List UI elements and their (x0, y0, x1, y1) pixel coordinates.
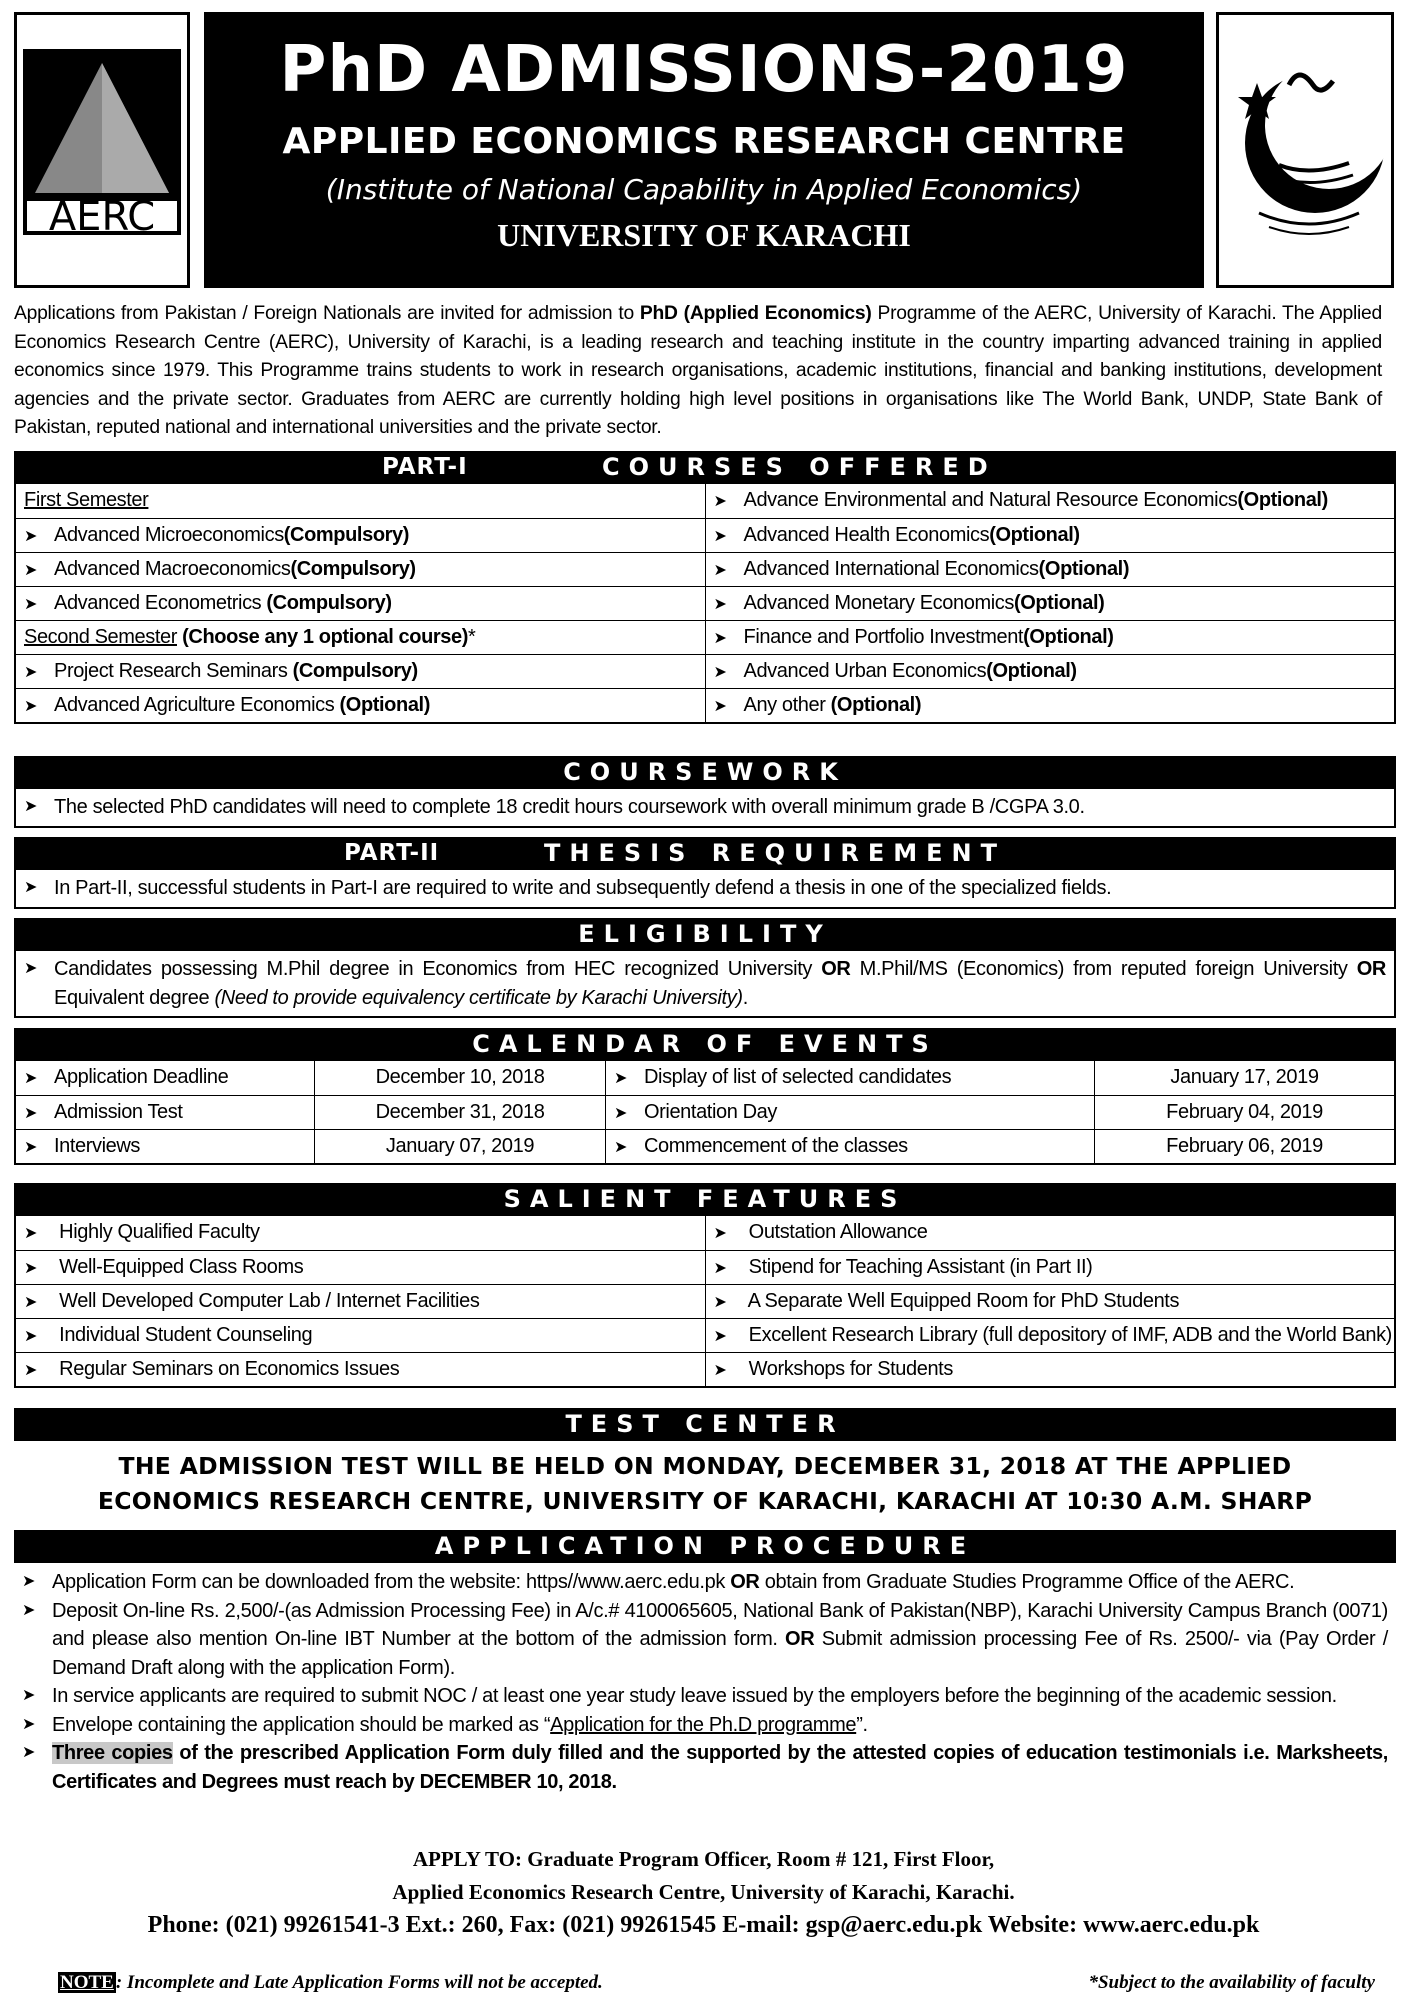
courses-title: COURSES OFFERED (602, 453, 997, 481)
event-date: January 17, 2019 (1094, 1061, 1394, 1095)
course-name: Advanced Health Economics (743, 524, 990, 546)
eligibility-header (14, 918, 1396, 951)
arrow-bullet-icon: ➤ (24, 879, 38, 896)
test-line-2: ECONOMICS RESEARCH CENTRE, UNIVERSITY OF KARACHI, KARACHI AT 10:30 A.M. SHARP (97, 1487, 1313, 1515)
feature-item: Stipend for Teaching Assistant (in Part II) (748, 1256, 1093, 1278)
arrow-bullet-icon: ➤ (614, 1139, 628, 1156)
course-name: Advanced Urban Economics (743, 660, 987, 682)
arrow-bullet-icon: ➤ (713, 1260, 727, 1277)
page-title: PhD ADMISSIONS-2019 (279, 33, 1129, 107)
list-item: ➤ Application Form can be downloaded from the website: https//www.aerc.edu.pk OR obtain from Graduate Studies Programme Office of the AERC. (22, 1568, 1388, 1597)
course-tag: (Compulsory) (290, 558, 416, 580)
table-row (16, 552, 1394, 586)
course-tag: (Optional) (339, 694, 430, 716)
intro-text-1: Applications from Pakistan / Foreign Nationals are invited for admission to (14, 303, 640, 324)
header (14, 12, 1394, 288)
table-row (16, 1061, 1394, 1095)
part-ii-label: PART-II (344, 840, 440, 866)
calendar-title: CALENDAR OF EVENTS (472, 1030, 938, 1058)
features-header (14, 1183, 1396, 1216)
arrow-bullet-icon: ➤ (24, 1139, 38, 1156)
asterisk: * (467, 626, 476, 648)
aerc-logo (14, 12, 190, 288)
event-date: December 10, 2018 (314, 1061, 605, 1095)
thesis-block (14, 870, 1396, 909)
arrow-bullet-icon: ➤ (22, 1573, 36, 1590)
event-name: Orientation Day (644, 1101, 777, 1123)
coursework-header (14, 756, 1396, 789)
coursework-block (14, 789, 1396, 828)
second-semester-note: (Choose any 1 optional course) (182, 626, 468, 648)
table-row (16, 1250, 1394, 1284)
course-name: Advanced International Economics (743, 558, 1039, 580)
table-row (16, 1352, 1394, 1386)
arrow-bullet-icon: ➤ (24, 528, 38, 545)
feature-item: Well-Equipped Class Rooms (59, 1256, 304, 1278)
test-center-header (14, 1408, 1396, 1441)
course-name: Advanced Monetary Economics (743, 592, 1014, 614)
arrow-bullet-icon: ➤ (24, 1105, 38, 1122)
course-tag: (Optional) (1237, 489, 1328, 511)
arrow-bullet-icon: ➤ (24, 960, 38, 977)
table-row (16, 688, 1394, 722)
note-text: : Incomplete and Late Application Forms will not be accepted. (115, 1972, 603, 1993)
contact-line: Phone: (021) 99261541-3 Ext.: 260, Fax: (021) 99261545 E-mail: gsp@aerc.edu.pk Website: www.aerc.edu.pk (147, 1912, 1260, 1938)
calendar-table (14, 1061, 1396, 1165)
university-name: UNIVERSITY OF KARACHI (497, 217, 911, 253)
course-tag: (Optional) (986, 660, 1077, 682)
thesis-title: THESIS REQUIREMENT (544, 839, 1007, 867)
arrow-bullet-icon: ➤ (24, 1294, 38, 1311)
arrow-bullet-icon: ➤ (22, 1744, 36, 1761)
feature-item: Highly Qualified Faculty (59, 1221, 260, 1243)
feature-item: Outstation Allowance (748, 1221, 928, 1243)
institute-name: (Institute of National Capability in Applied Economics) (325, 173, 1083, 206)
test-center-notice (14, 1449, 1396, 1519)
second-semester-heading: Second Semester (24, 626, 177, 648)
coursework-text: The selected PhD candidates will need to complete 18 credit hours coursework with overall minimum grade B /CGPA 3.0. (54, 796, 1085, 818)
arrow-bullet-icon: ➤ (713, 664, 727, 681)
event-name: Admission Test (54, 1101, 183, 1123)
feature-item: Regular Seminars on Economics Issues (59, 1358, 400, 1380)
part-i-label: PART-I (382, 454, 468, 480)
courses-table (14, 484, 1396, 724)
event-date: December 31, 2018 (314, 1096, 605, 1129)
logo-text: AERC (48, 194, 156, 240)
event-name: Application Deadline (54, 1066, 229, 1088)
calendar-header (14, 1028, 1396, 1061)
arrow-bullet-icon: ➤ (713, 1294, 727, 1311)
university-seal (1216, 12, 1394, 288)
course-name: Advanced Agriculture Economics (54, 694, 340, 716)
course-tag: (Optional) (830, 694, 922, 716)
feature-item: Individual Student Counseling (59, 1324, 313, 1346)
crescent-seal-icon (1219, 15, 1391, 285)
eligibility-block (14, 951, 1396, 1018)
arrow-bullet-icon: ➤ (713, 630, 727, 647)
test-line-1: THE ADMISSION TEST WILL BE HELD ON MONDAY, DECEMBER 31, 2018 AT THE APPLIED (118, 1452, 1292, 1480)
feature-item: A Separate Well Equipped Room for PhD Students (747, 1290, 1180, 1312)
course-tag: (Optional) (1013, 592, 1105, 614)
thesis-header (14, 837, 1396, 870)
event-name: Display of list of selected candidates (644, 1066, 952, 1088)
intro-text-2: Programme of the AERC, University of Karachi. The Applied Economics Research Centre (AERC), University of Karachi, is a leading research and teaching institute in the country imparting advanced training in applied economics since 1979. This Programme trains students to work in research organisations, academic institutions, financial and banking institutions, development agencies and the private sector. Graduates from AERC are currently holding high level positions in organisations like The World Bank, UNDP, State Bank of Pakistan, reputed national and international universities and the private sector. (14, 303, 1382, 438)
course-name: Project Research Seminars (54, 660, 293, 682)
event-date: January 07, 2019 (314, 1130, 605, 1163)
list-item: ➤ Deposit On-line Rs. 2,500/-(as Admission Processing Fee) in A/c.# 4100065605, National Bank of Pakistan(NBP), Karachi University Campus Branch (0071) and please also mention On-line IBT Number at the bottom of the admission form. OR Submit admission processing Fee of Rs. 2500/- via (Pay Order / Demand Draft along with the application Form). (22, 1597, 1388, 1683)
aerc-triangle-icon (17, 15, 187, 285)
feature-item: Well Developed Computer Lab / Internet Facilities (59, 1290, 480, 1312)
arrow-bullet-icon: ➤ (24, 798, 38, 815)
first-semester-heading: First Semester (24, 489, 149, 511)
arrow-bullet-icon: ➤ (713, 528, 727, 545)
footer-note (58, 1972, 603, 1994)
test-center-title: TEST CENTER (565, 1410, 845, 1438)
subject-note: *Subject to the availability of faculty (1088, 1972, 1375, 1993)
list-item: ➤ In service applicants are required to submit NOC / at least one year study leave issued by the employers before the beginning of the academic session. (22, 1682, 1388, 1711)
arrow-bullet-icon: ➤ (24, 1362, 38, 1379)
table-row (16, 518, 1394, 552)
course-name: Advanced Microeconomics (54, 524, 284, 546)
event-date: February 04, 2019 (1094, 1096, 1394, 1129)
apply-line-2: Applied Economics Research Centre, University of Karachi, Karachi. (392, 1880, 1015, 1904)
course-tag: (Compulsory) (292, 660, 418, 682)
feature-item: Workshops for Students (748, 1358, 953, 1380)
courses-header (14, 451, 1396, 484)
event-date: February 06, 2019 (1094, 1130, 1394, 1163)
eligibility-text: Candidates possessing M.Phil degree in Economics from HEC recognized University OR M.Phil/MS (Economics) from reputed foreign University OR Equivalent degree (Need to provide equivalency certificate by Karachi University). (54, 958, 1386, 1009)
procedure-header (14, 1530, 1396, 1563)
table-row (16, 586, 1394, 620)
arrow-bullet-icon: ➤ (24, 1328, 38, 1345)
table-row (16, 1095, 1394, 1129)
arrow-bullet-icon: ➤ (24, 596, 38, 613)
procedure-title: APPLICATION PROCEDURE (434, 1532, 976, 1560)
arrow-bullet-icon: ➤ (24, 698, 38, 715)
course-tag: (Compulsory) (283, 524, 409, 546)
arrow-bullet-icon: ➤ (24, 1260, 38, 1277)
event-name: Interviews (54, 1135, 141, 1157)
list-item: ➤ Three copies of the prescribed Application Form duly filled and the supported by the attested copies of education testimonials i.e. Marksheets, Certificates and Degrees must reach by DECEMBER 10, 2018. (22, 1739, 1388, 1796)
arrow-bullet-icon: ➤ (22, 1687, 36, 1704)
course-name: Finance and Portfolio Investment (743, 626, 1024, 648)
table-row (16, 484, 1394, 518)
course-name: Advanced Macroeconomics (54, 558, 291, 580)
apply-line-1: APPLY TO: Graduate Program Officer, Room # 121, First Floor, (412, 1847, 995, 1871)
arrow-bullet-icon: ➤ (713, 562, 727, 579)
course-tag: (Optional) (1038, 558, 1130, 580)
table-row (16, 1284, 1394, 1318)
course-name: Advanced Econometrics (54, 592, 267, 614)
arrow-bullet-icon: ➤ (24, 664, 38, 681)
intro-paragraph (14, 300, 1382, 443)
course-tag: (Optional) (989, 524, 1080, 546)
arrow-bullet-icon: ➤ (713, 493, 727, 510)
course-name: Advance Environmental and Natural Resource Economics (743, 489, 1238, 511)
procedure-block (14, 1563, 1396, 1800)
note-label: NOTE (60, 1972, 114, 1993)
table-row (16, 620, 1394, 654)
arrow-bullet-icon: ➤ (24, 1225, 38, 1242)
arrow-bullet-icon: ➤ (713, 698, 727, 715)
features-table (14, 1216, 1396, 1388)
event-name: Commencement of the classes (644, 1135, 908, 1157)
features-title: SALIENT FEATURES (503, 1185, 907, 1213)
list-item: ➤ Envelope containing the application should be marked as “Application for the Ph.D programme”. (22, 1711, 1388, 1740)
course-tag: (Compulsory) (266, 592, 392, 614)
intro-programme: PhD (Applied Economics) (639, 303, 872, 324)
arrow-bullet-icon: ➤ (22, 1715, 36, 1733)
apply-to (0, 1843, 1407, 1942)
arrow-bullet-icon: ➤ (614, 1105, 628, 1122)
feature-item: Excellent Research Library (full depository of IMF, ADB and the World Bank) (748, 1324, 1392, 1346)
coursework-title: COURSEWORK (563, 758, 847, 786)
table-row (16, 1318, 1394, 1352)
arrow-bullet-icon: ➤ (24, 1070, 38, 1087)
thesis-text: In Part-II, successful students in Part-I are required to write and subsequently defend a thesis in one of the specialized fields. (54, 877, 1112, 899)
centre-name: APPLIED ECONOMICS RESEARCH CENTRE (282, 121, 1126, 162)
arrow-bullet-icon: ➤ (713, 1328, 727, 1345)
course-name: Any other (743, 694, 831, 716)
table-row (16, 654, 1394, 688)
arrow-bullet-icon: ➤ (713, 596, 727, 613)
arrow-bullet-icon: ➤ (22, 1601, 36, 1619)
table-row (16, 1129, 1394, 1163)
arrow-bullet-icon: ➤ (713, 1225, 727, 1242)
arrow-bullet-icon: ➤ (713, 1362, 727, 1379)
title-banner (204, 12, 1204, 288)
arrow-bullet-icon: ➤ (24, 562, 38, 579)
arrow-bullet-icon: ➤ (614, 1070, 628, 1087)
course-tag: (Optional) (1023, 626, 1114, 648)
eligibility-title: ELIGIBILITY (578, 920, 832, 948)
table-row (16, 1216, 1394, 1250)
